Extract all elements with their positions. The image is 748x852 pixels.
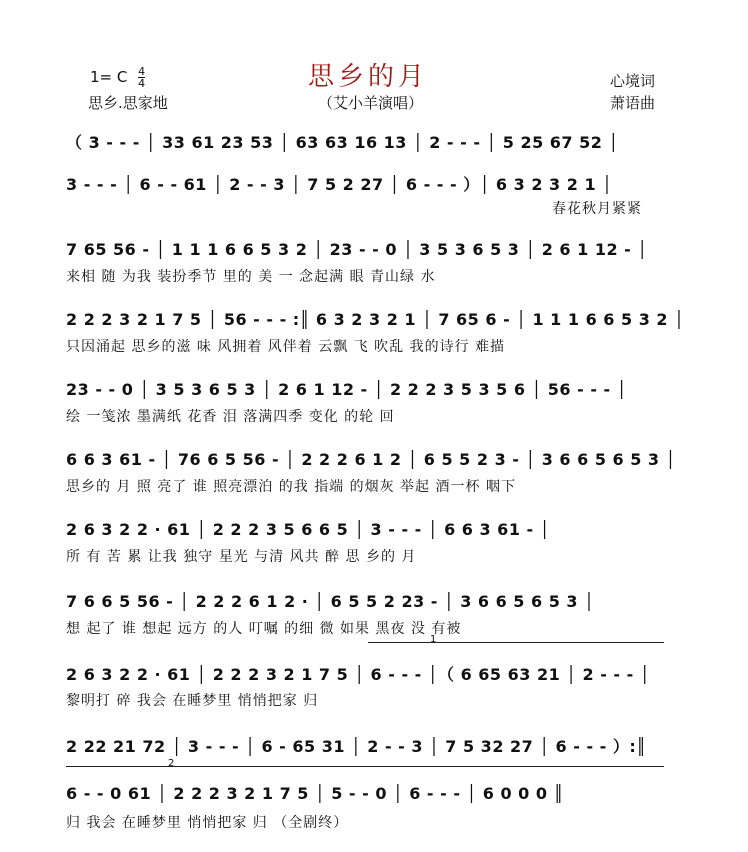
notation-row-6: 6 6 3 61 - │ 76 6 5 56 - │ 2 2 2 6 1 2 │ 6 5 5 2 3 - │ 3 6 6 5 6 5 3 │: [66, 450, 676, 469]
notation-row-4: 2 2 2 3 2 1 7 5 │ 56 - - - :║ 6 3 2 3 2 1 │ 7 65 6 - │ 1 1 1 6 6 5 3 2 │: [66, 310, 685, 329]
notation-row-9: 2 6 3 2 2 · 61 │ 2 2 2 3 2 1 7 5 │ 6 - - - │（ 6 65 63 21 │ 2 - - - │: [66, 665, 650, 684]
lyric-row-7: 所 有 苦 累 让我 独守 星光 与清 风共 醉 思 乡的 月: [66, 549, 417, 565]
volta-2-label: 2: [168, 758, 175, 769]
notation-row-1: （ 3 - - - │ 33 61 23 53 │ 63 63 16 13 │ 2 - - - │ 5 25 67 52 │: [66, 133, 619, 152]
lyric-row-11: 归 我会 在睡梦里 悄悄把家 归 （全剧终）: [66, 815, 349, 831]
notation-row-10: 2 22 21 72 │ 3 - - - │ 6 - 65 31 │ 2 - - 3 │ 7 5 32 27 │ 6 - - - ）:║: [66, 737, 647, 756]
lyric-row-4: 只因涌起 思乡的滋 味 风拥着 风伴着 云飘 飞 吹乱 我的诗行 难描: [66, 339, 506, 355]
notation-row-3: 7 65 56 - │ 1 1 1 6 6 5 3 2 │ 23 - - 0 │ 3 5 3 6 5 3 │ 2 6 1 12 - │: [66, 240, 648, 259]
lyric-row-5: 绘 一笺浓 墨满纸 花香 泪 落满四季 变化 的轮 回: [66, 409, 395, 425]
notation-row-8: 7 6 6 5 56 - │ 2 2 2 6 1 2 · │ 6 5 5 2 23 - │ 3 6 6 5 6 5 3 │: [66, 592, 595, 611]
lyric-row-2: 春花秋月紧紧: [552, 201, 642, 217]
notation-row-11: 6 - - 0 61 │ 2 2 2 3 2 1 7 5 │ 5 - - 0 │ 6 - - - │ 6 0 0 0 ║: [66, 784, 564, 803]
lyricist-credit: 心境词: [610, 72, 656, 90]
song-title: 思乡的月: [308, 62, 429, 92]
volta-1-label: 1: [430, 634, 437, 645]
lyric-row-9: 黎明打 碎 我会 在睡梦里 悄悄把家 归: [66, 693, 319, 709]
volta-2-bracket: [66, 766, 664, 767]
notation-row-5: 23 - - 0 │ 3 5 3 6 5 3 │ 2 6 1 12 - │ 2 2 2 3 5 3 5 6 │ 56 - - - │: [66, 380, 627, 399]
song-subtitle: 思乡.思家地: [88, 94, 168, 112]
composer-credit: 萧语曲: [610, 94, 656, 112]
volta-1-bracket: [368, 642, 664, 643]
lyric-row-8: 想 起了 谁 想起 远方 的人 叮嘱 的细 微 如果 黑夜 没 有被: [66, 621, 462, 637]
lyric-row-6: 思乡的 月 照 亮了 谁 照亮漂泊 的我 指端 的烟灰 举起 酒一杯 咽下: [66, 479, 516, 495]
time-signature: $\frac{4}{4}$: [138, 65, 146, 90]
singer-credit: （艾小羊演唱）: [318, 94, 424, 112]
notation-row-7: 2 6 3 2 2 · 61 │ 2 2 2 3 5 6 6 5 │ 3 - - - │ 6 6 3 61 - │: [66, 520, 550, 539]
key-signature: 1= C $\frac{4}{4}$: [90, 65, 146, 90]
lyric-row-3: 来相 随 为我 装扮季节 里的 美 一 念起满 眼 青山绿 水: [66, 269, 436, 285]
notation-row-2: 3 - - - │ 6 - - 61 │ 2 - - 3 │ 7 5 2 27 │ 6 - - - ）│ 6 3 2 3 2 1 │: [66, 175, 613, 194]
